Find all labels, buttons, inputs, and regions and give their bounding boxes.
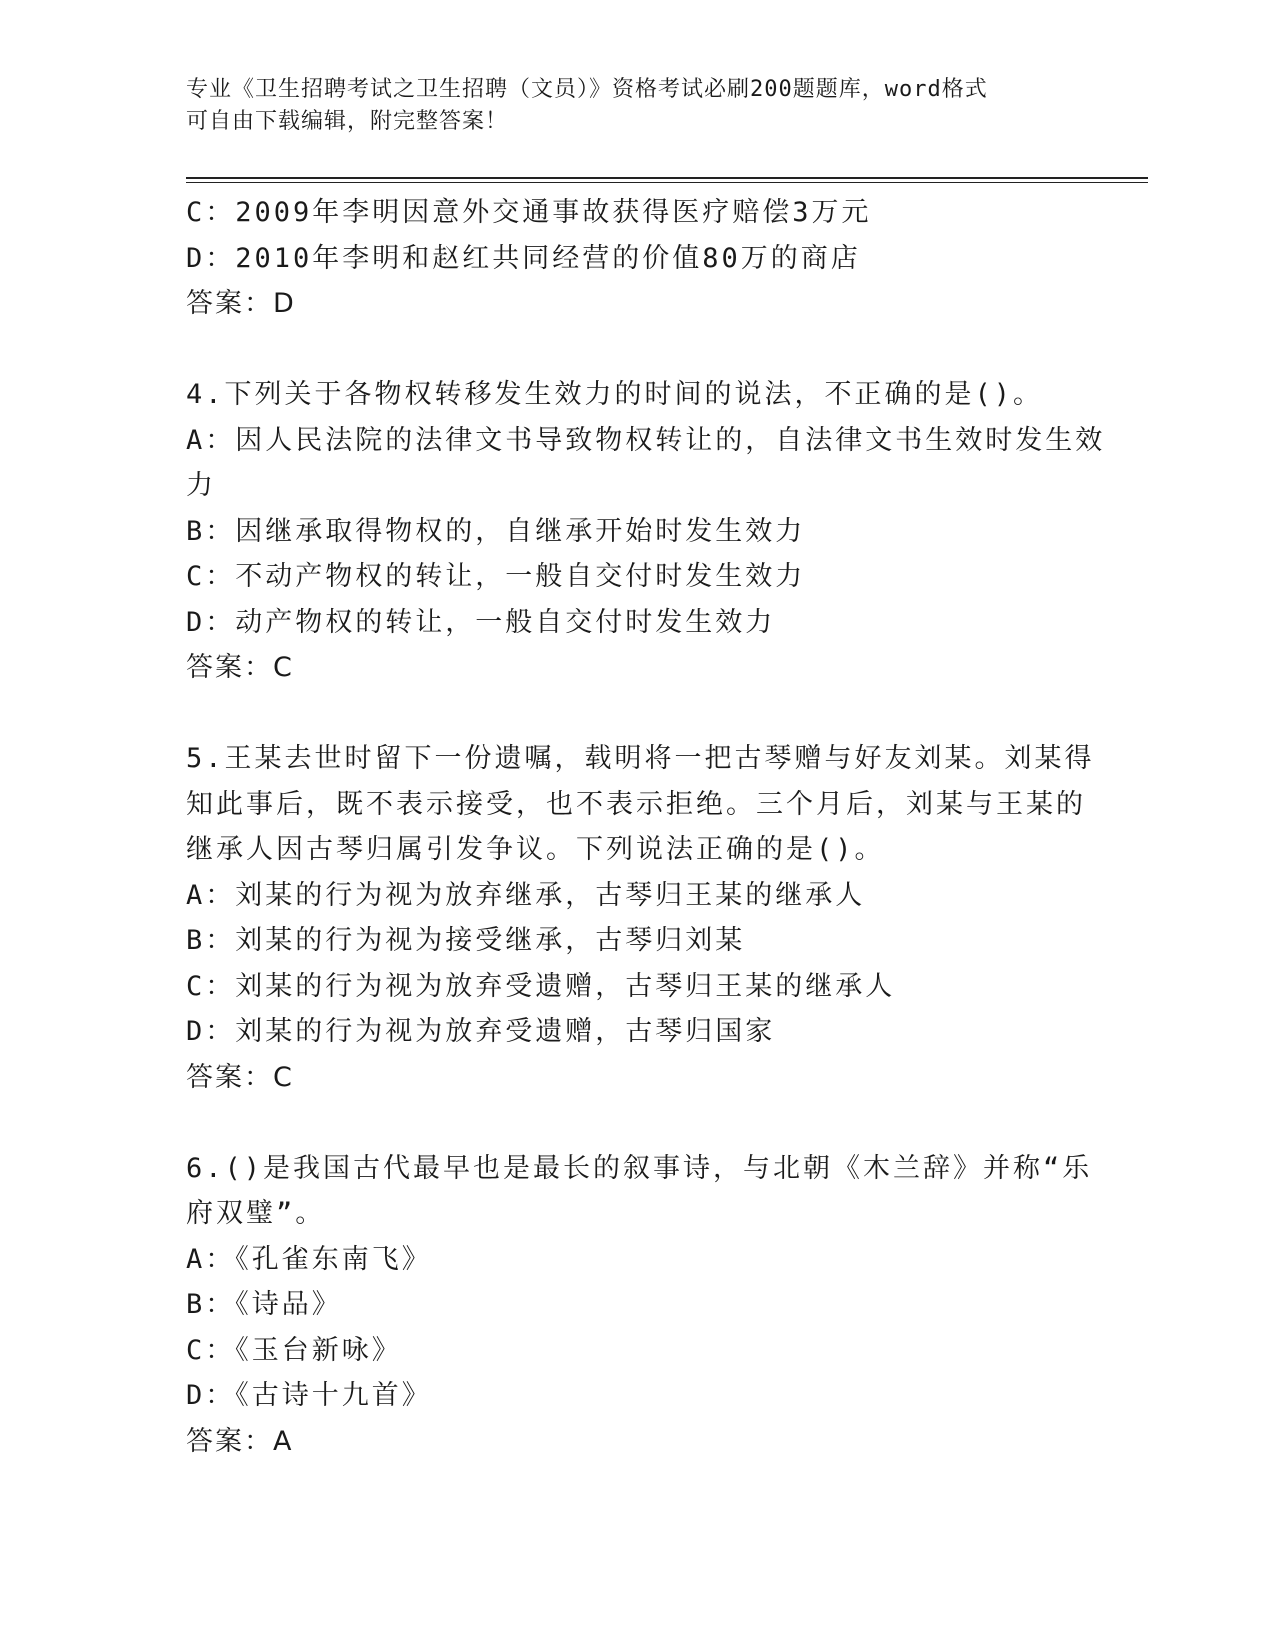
question-text-line-2: 府双璧”。 [186,1198,326,1229]
spacer [186,327,1086,373]
header-divider-thick [186,177,1148,179]
answer-text: 答案：C [186,1061,294,1093]
option-c: C：刘某的行为视为放弃受遗赠，古琴归王某的继承人 [186,970,896,1002]
option-b: B：《诗品》 [186,1289,342,1320]
option-b: B：刘某的行为视为接受继承，古琴归刘某 [186,925,746,956]
header-title-line-2: 可自由下载编辑，附完整答案！ [186,109,509,134]
option-a-line-1: A：因人民法院的法律文书导致物权转让的，自法律文书生效时发生效 [186,424,1106,456]
answer-text: 答案：D [186,288,296,319]
question-3 [186,190,1086,327]
question-6 [186,1146,1093,1465]
option-b: B：因继承取得物权的，自继承开始时发生效力 [186,515,806,547]
question-text-line-1: 5.王某去世时留下一份遗嘱，载明将一把古琴赠与好友刘某。刘某得 [186,743,1095,774]
spacer [186,1100,1086,1146]
question-text-line-3: 继承人因古琴归属引发争议。下列说法正确的是()。 [186,834,885,865]
option-d: D：刘某的行为视为放弃受遗赠，古琴归国家 [186,1016,776,1047]
header-divider-thin [186,182,1148,183]
option-c: C：2009年李明因意外交通事故获得医疗赔偿3万元 [186,197,872,228]
option-c: C：《玉台新咏》 [186,1334,402,1366]
question-text-line-2: 知此事后，既不表示接受，也不表示拒绝。三个月后，刘某与王某的 [186,788,1086,820]
document-header [186,74,1086,138]
option-d: D：《古诗十九首》 [186,1380,432,1411]
question-5 [186,736,1095,1100]
option-c: C：不动产物权的转让，一般自交付时发生效力 [186,561,806,592]
question-4 [186,372,1106,691]
option-a: A：《孔雀东南飞》 [186,1243,432,1275]
header-title-line-1: 专业《卫生招聘考试之卫生招聘（文员）》资格考试必刷200题题库，word格式 [186,77,988,102]
option-a: A：刘某的行为视为放弃继承，古琴归王某的继承人 [186,879,866,911]
answer-text: 答案：C [186,652,294,683]
option-a-line-2: 力 [186,470,216,501]
question-text: 4.下列关于各物权转移发生效力的时间的说法，不正确的是()。 [186,379,1044,410]
question-text-line-1: 6.()是我国古代最早也是最长的叙事诗，与北朝《木兰辞》并称“乐 [186,1152,1093,1184]
answer-text: 答案：A [186,1425,294,1457]
option-d: D：动产物权的转让，一般自交付时发生效力 [186,606,776,638]
option-d: D：2010年李明和赵红共同经营的价值80万的商店 [186,242,861,274]
question-list [186,190,1106,1464]
spacer [186,691,1086,737]
